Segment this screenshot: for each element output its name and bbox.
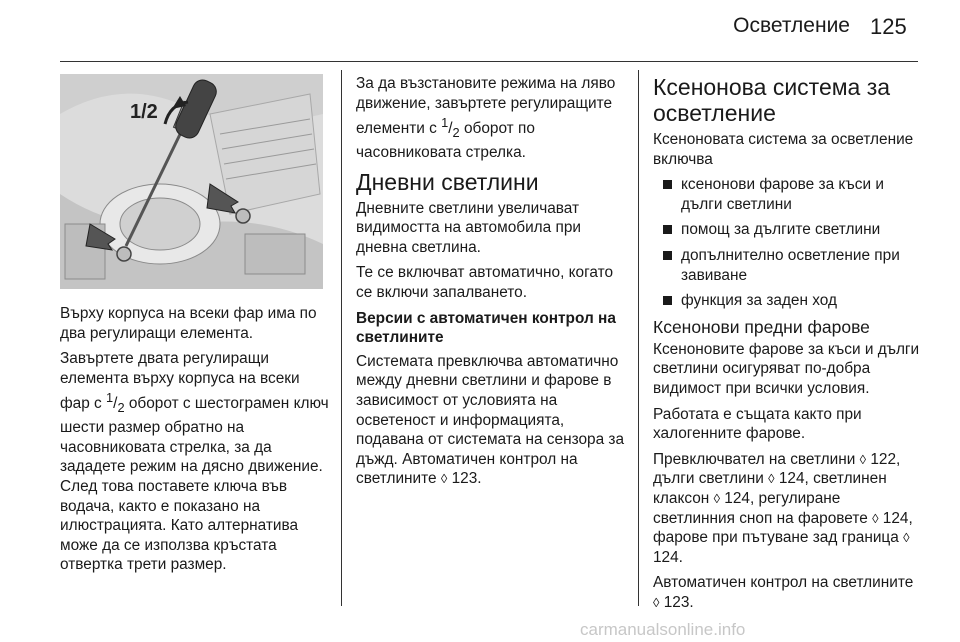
fraction-denominator: 2 (452, 125, 460, 141)
list-item-text: функция за заден ход (681, 292, 837, 310)
fraction-numerator: 1 (441, 115, 449, 131)
page-ref[interactable]: 123. (663, 593, 694, 611)
page-ref[interactable]: 124, регулиране светлинния сноп на фаровете (653, 489, 868, 527)
page-ref-icon: ◊ (859, 451, 867, 467)
column-divider-2 (638, 70, 639, 606)
paragraph: За да възстановите режима на ляво движение, завъртете регулиращите елементи с $^1/_2$ оборот по часовниковата стрелка. (356, 75, 616, 161)
heading-xenon-headlamps: Ксенонови предни фарове (653, 316, 870, 337)
page-ref[interactable]: 122, (870, 450, 901, 468)
page-ref[interactable]: 124, фарове при пътуване зад граница (653, 509, 913, 547)
list-item (653, 175, 921, 214)
header-rule (60, 61, 918, 62)
paragraph: Ксеноновата система за осветление включва (653, 131, 914, 168)
text-run: Автоматичен контрол на светлините (653, 574, 914, 592)
column-2 (356, 74, 628, 495)
list-item-text: допълнително осветление при завиване (681, 246, 900, 284)
text-run: оборот с шестограмен ключ шести размер обратно на часовниковата стрелка, за да зададете режим на дясно движение. След това поставете ключа във водача, както е показано на илюстрацията. Като алтернатива може да се използва кръстата отвертка трети размер. (60, 395, 329, 574)
figure-label: 1/2 (130, 101, 158, 123)
bullet-icon (663, 251, 672, 260)
feature-list (653, 175, 921, 311)
page-ref-icon: ◊ (768, 471, 775, 487)
fraction-denominator: 2 (117, 400, 125, 416)
paragraph: Работата е същата както при халогенните фарове. (653, 405, 862, 443)
text-run: дълги светлини (653, 470, 764, 488)
text-run: оборот по часовниковата стрелка. (356, 120, 535, 161)
page-ref-icon: ◊ (653, 594, 660, 610)
column-1 (60, 304, 332, 581)
column-3 (653, 74, 921, 618)
paragraph (653, 450, 921, 568)
watermark: carmanualsonline.info (580, 620, 746, 639)
paragraph: Те се включват автоматично, когато се включи запалването. (356, 264, 614, 301)
paragraph (356, 352, 628, 489)
paragraph: Ксеноновите фарове за къси и дълги светлини осигуряват по-добра видимост при всички условия. (653, 340, 920, 397)
list-item (653, 291, 921, 311)
column-divider-1 (341, 70, 342, 606)
bullet-icon (663, 225, 672, 234)
page-ref-icon: ◊ (903, 530, 910, 546)
paragraph: Върху корпуса на всеки фар има по два регулиращи елемента. (60, 305, 317, 342)
list-item-text: ксенонови фарове за къси и дълги светлини (681, 176, 884, 213)
headlamp-adjustment-illustration (60, 74, 323, 289)
paragraph (653, 573, 921, 612)
text-run: Завъртете двата регулиращи елемента върху корпуса на всеки фар с (60, 350, 300, 413)
heading-daytime-lights: Дневни светлини (356, 168, 539, 195)
page-ref[interactable]: 124. (653, 548, 683, 566)
heading-xenon-system: Ксенонова система за осветление (653, 74, 891, 126)
bullet-icon (663, 296, 672, 305)
text-run: За да възстановите режима на ляво движение, завъртете регулиращите елементи с (356, 75, 616, 138)
fraction-numerator: 1 (106, 390, 114, 406)
page-ref[interactable]: 123. (451, 470, 482, 488)
paragraph: Дневните светлини увеличават видимостта на автомобила при дневна светлина. (356, 199, 581, 256)
list-item (653, 246, 921, 285)
subheading-auto-control: Версии с автоматичен контрол на светлините (356, 309, 616, 347)
page-ref[interactable]: 124, светлинен клаксон (653, 470, 887, 507)
text-run: Системата превключва автоматично между дневни светлини и фарове в зависимост от условията на осветеност и информацията, подавана от системата на сензора за дъжд. Автоматичен контрол на светлините (356, 352, 625, 488)
list-item (653, 220, 921, 240)
page-number: 125 (870, 14, 907, 39)
text-run: Превключвател на светлини (653, 450, 856, 468)
page-ref-icon: ◊ (713, 490, 720, 506)
bullet-icon (663, 180, 672, 189)
page-ref-icon: ◊ (872, 510, 879, 526)
list-item-text: помощ за дългите светлини (681, 221, 881, 239)
section-title: Осветление (733, 14, 850, 37)
paragraph: Завъртете двата регулиращи елемента върху корпуса на всеки фар с $^1/_2$ оборот с шестограмен ключ шести размер обратно на часовниковата стрелка, за да зададете режим на дясно движение. След това поставете ключа във водача, както е показано на илюстрацията. Като алтернатива може да се използва кръстата отвертка трети размер. (60, 350, 329, 574)
page-ref-icon: ◊ (440, 471, 448, 487)
